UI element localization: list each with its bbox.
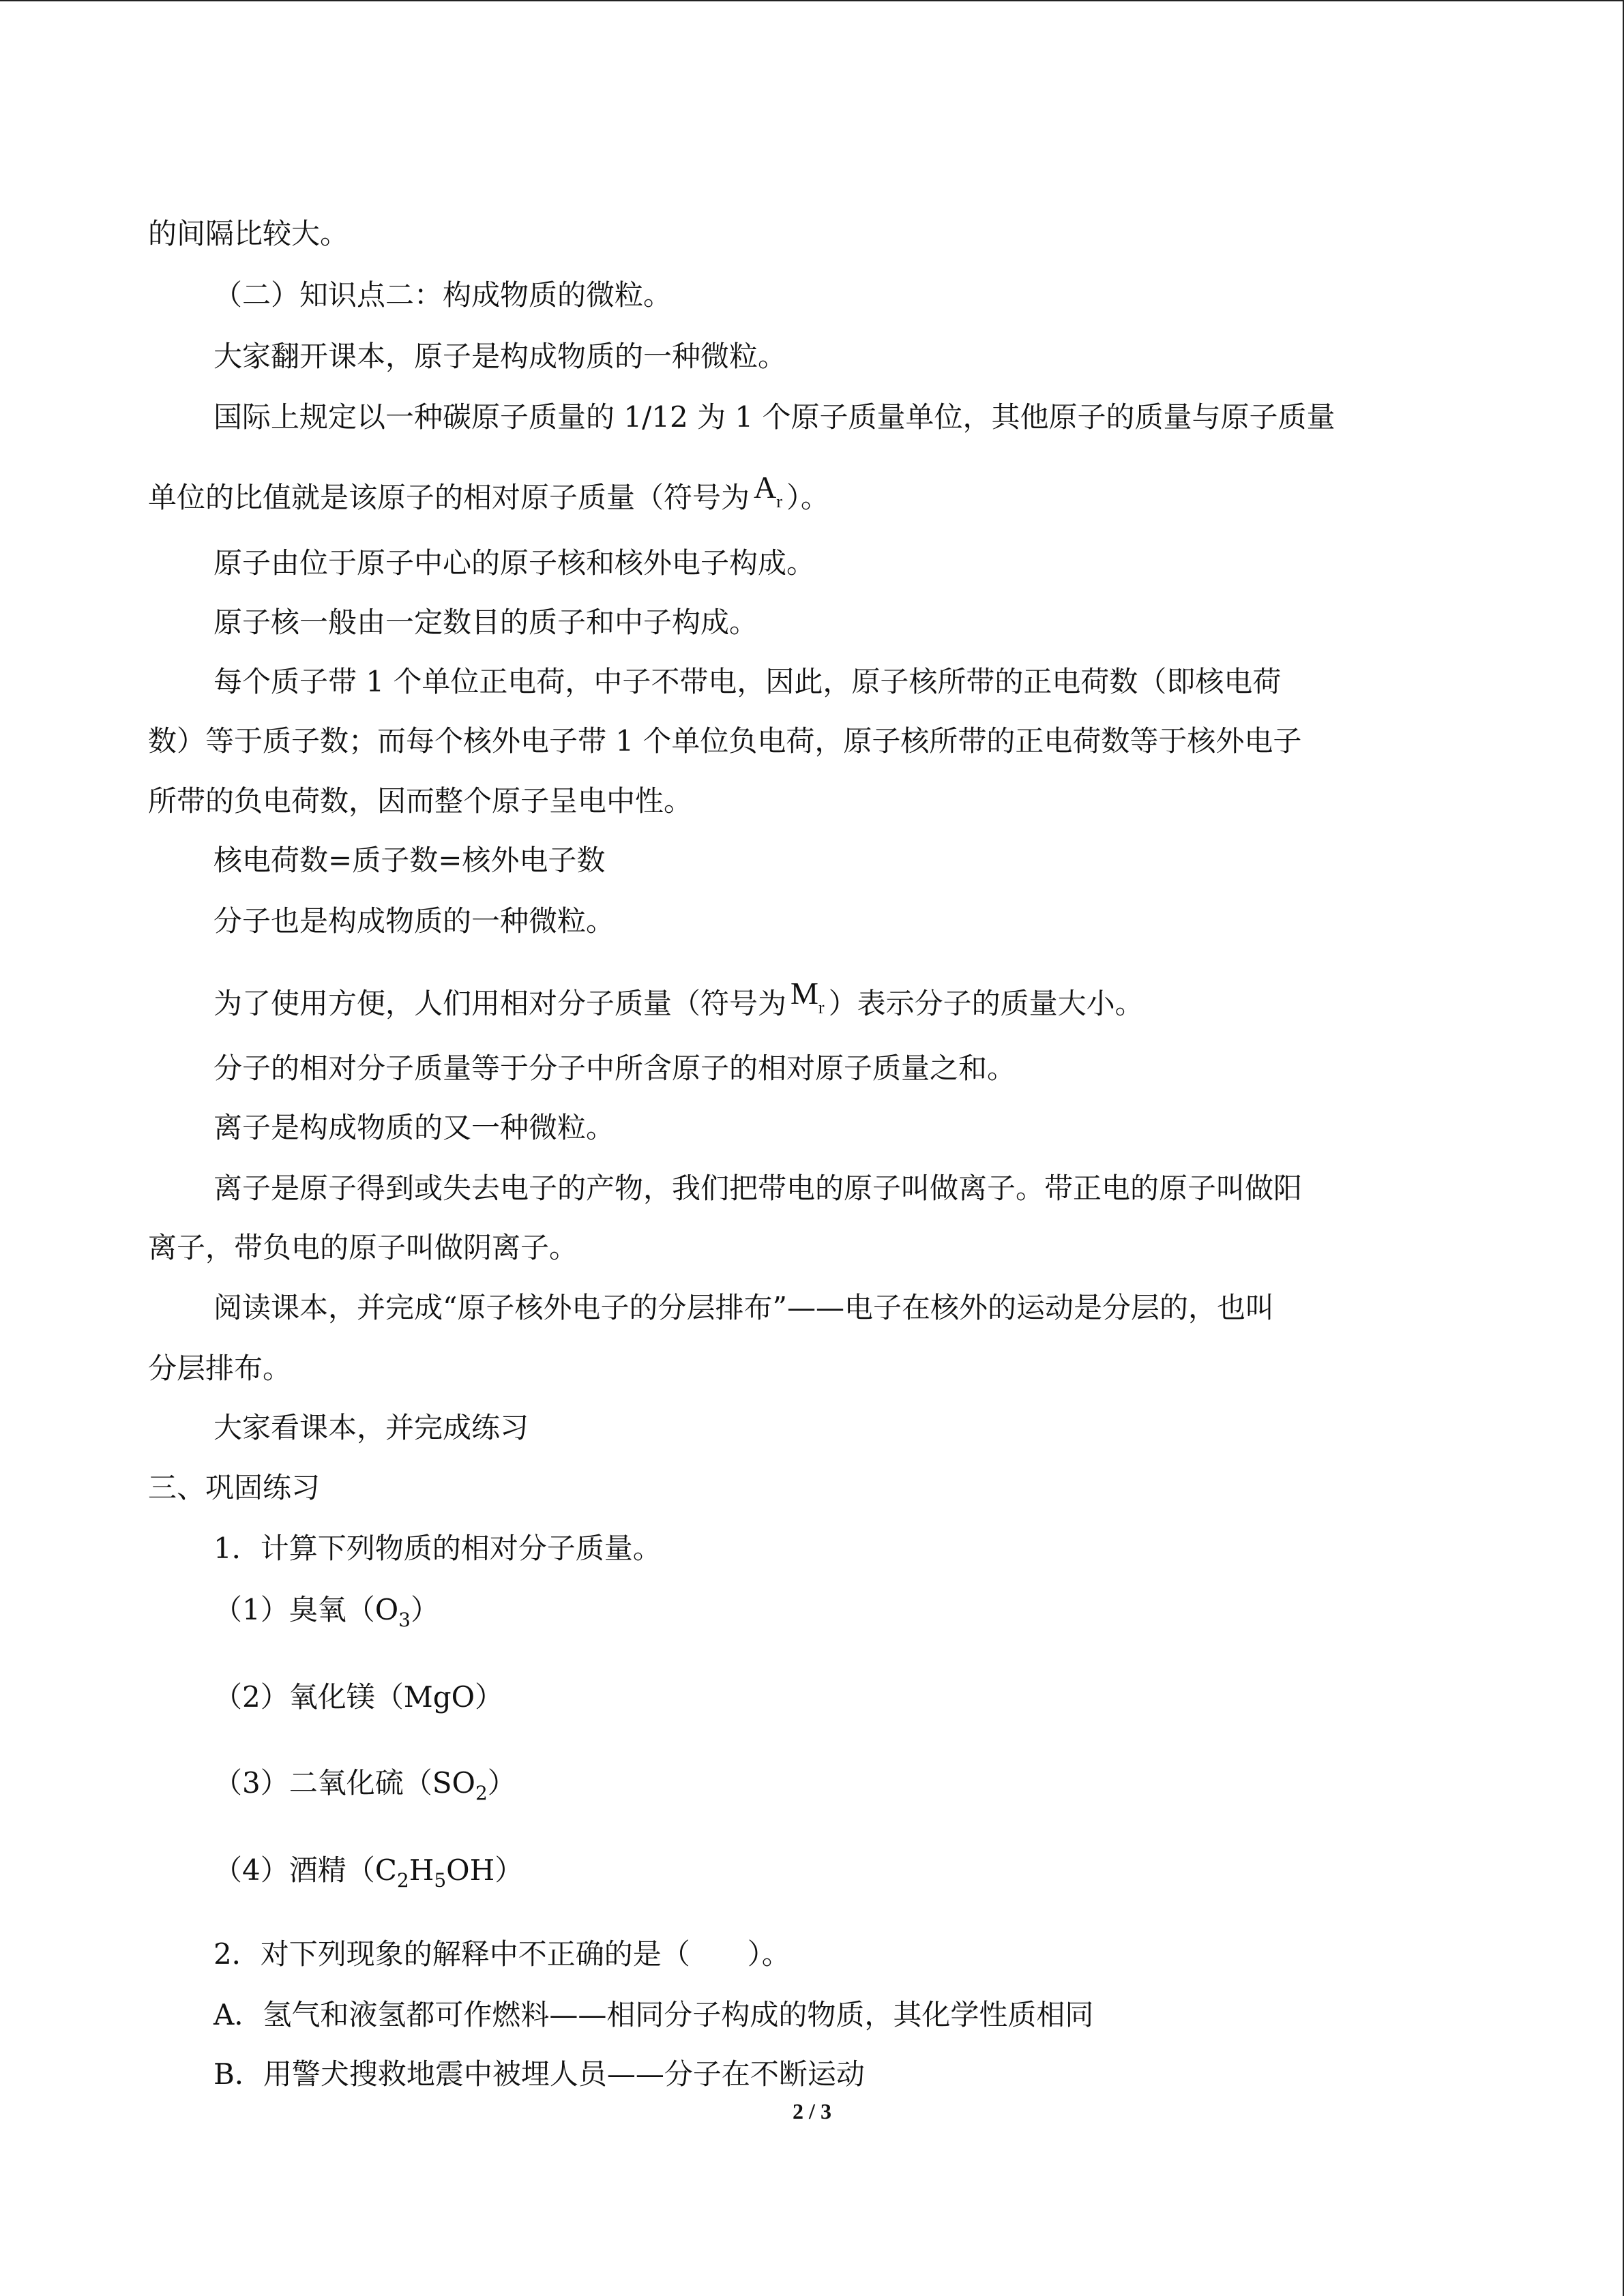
paragraph-open-book: 大家翻开课本，原子是构成物质的一种微粒。 [213,340,787,373]
item-label: （3）二氧化硫（ [213,1766,432,1800]
text-segment: ）。 [786,481,829,514]
question-1-item-3 [213,1765,516,1804]
page-number: 2 / 3 [793,2099,831,2123]
formula-subscript: 2 [396,1869,409,1892]
page-top-border [0,0,1624,1]
paragraph-read-line2: 分层排布。 [148,1352,292,1385]
paragraph-molecular-mass-sum: 分子的相对分子质量等于分子中所含原子的相对原子质量之和。 [213,1052,1016,1085]
text-segment: 为了使用方便，人们用相对分子质量（符号为 [213,987,787,1020]
question-2-option-b: B．用警犬搜救地震中被埋人员——分子在不断运动 [213,2057,865,2091]
paragraph-charge-line2: 数）等于质子数；而每个核外电子带 1 个单位负电荷，原子核所带的正电荷数等于核外电子 [148,724,1302,758]
knowledge-point-2-heading: （二）知识点二：构成物质的微粒。 [213,278,673,312]
paragraph-atom-structure: 原子由位于原子中心的原子核和核外电子构成。 [213,546,816,580]
formula-part: OH [446,1853,495,1887]
formula-part: O [374,1593,399,1626]
formula-part: H [409,1853,434,1887]
symbol-subscript: r [818,998,825,1017]
paragraph-atomic-mass-unit-line1: 国际上规定以一种碳原子质量的 1/12 为 1 个原子质量单位，其他原子的质量与原子质量 [213,400,1335,434]
question-2-option-a: A．氢气和液氢都可作燃料——相同分子构成的物质，其化学性质相同 [213,1998,1094,2031]
item-end: ） [494,1853,524,1887]
paragraph-nucleus: 原子核一般由一定数目的质子和中子构成。 [213,606,758,639]
item-label: （4）酒精（ [213,1853,375,1887]
paragraph-charge-line1: 每个质子带 1 个单位正电荷，中子不带电，因此，原子核所带的正电荷数（即核电荷 [213,665,1282,698]
paragraph-ion-definition-line2: 离子，带负电的原子叫做阴离子。 [148,1231,578,1264]
formula-subscript: 3 [398,1609,411,1631]
question-2: 2．对下列现象的解释中不正确的是（ ）。 [213,1937,791,1971]
paragraph-molecule: 分子也是构成物质的一种微粒。 [213,904,615,938]
question-1-item-1 [213,1592,440,1631]
paragraph-read-line1: 阅读课本，并完成“原子核外电子的分层排布”——电子在核外的运动是分层的，也叫 [213,1291,1274,1324]
paragraph-relative-molecular-mass [213,976,1144,1022]
formula-subscript: 5 [434,1869,447,1892]
text-segment: 单位的比值就是该原子的相对原子质量（符号为 [148,481,750,514]
relative-atomic-mass-symbol [754,470,782,511]
question-1: 1．计算下列物质的相对分子质量。 [213,1532,662,1565]
symbol-subscript: r [776,492,782,511]
relative-molecular-mass-symbol [791,976,825,1017]
paragraph-exercise-intro: 大家看课本，并完成练习 [213,1411,529,1444]
paragraph-equation: 核电荷数=质子数=核外电子数 [213,844,606,877]
formula-subscript: 2 [475,1782,488,1804]
item-label: （1）臭氧（ [213,1593,375,1626]
formula-part: SO [432,1766,475,1800]
paragraph-ion-definition-line1: 离子是原子得到或失去电子的产物，我们把带电的原子叫做离子。带正电的原子叫做阳 [213,1172,1303,1205]
paragraph-atomic-mass-unit-line2 [148,470,829,516]
symbol-main: M [791,976,818,1011]
section-3-heading: 三、巩固练习 [148,1471,321,1504]
paragraph-continuation: 的间隔比较大。 [148,217,349,250]
formula-part: C [374,1853,397,1887]
symbol-main: A [754,470,777,505]
question-1-item-2: （2）氧化镁（MgO） [213,1680,504,1714]
text-segment: ）表示分子的质量大小。 [828,987,1144,1020]
paragraph-charge-line3: 所带的负电荷数，因而整个原子呈电中性。 [148,784,693,818]
paragraph-ion: 离子是构成物质的又一种微粒。 [213,1111,615,1144]
item-end: ） [487,1766,516,1800]
question-1-item-4 [213,1853,524,1892]
item-end: ） [411,1593,440,1626]
